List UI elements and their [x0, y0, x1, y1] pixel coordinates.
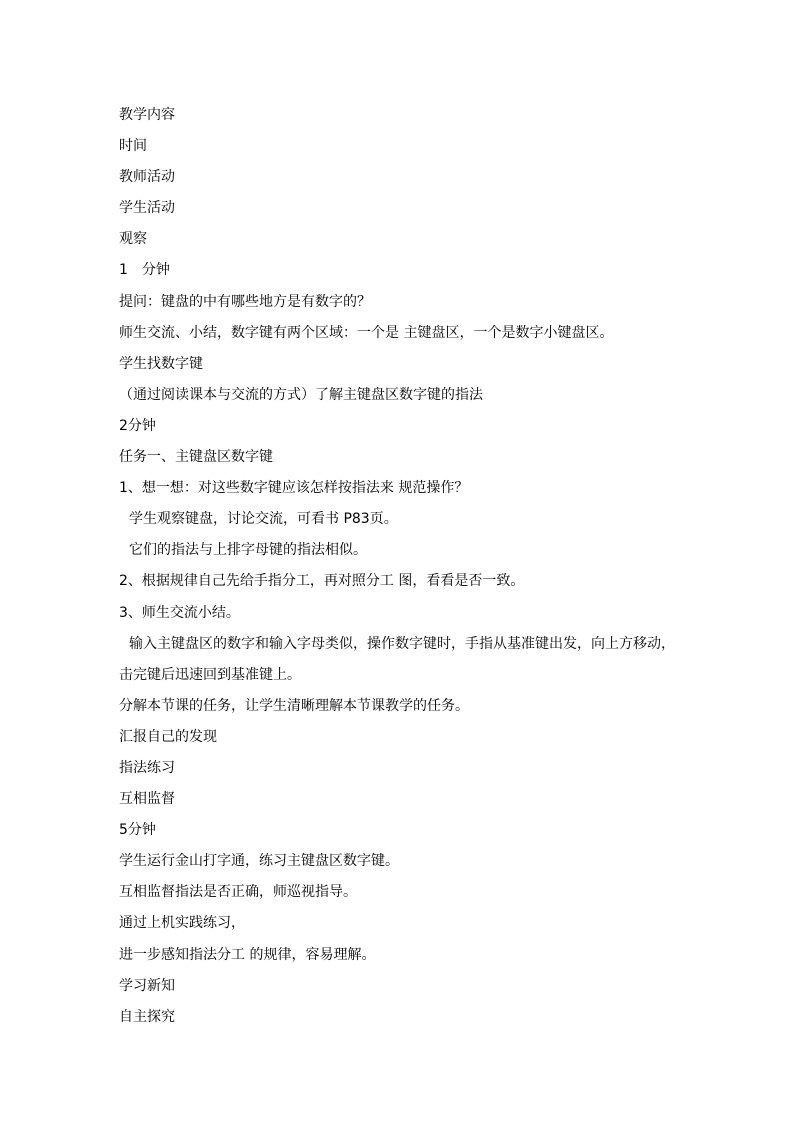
text-line: 3、师生交流小结。 — [119, 604, 240, 621]
text-line: 教师活动 — [119, 169, 175, 186]
text-line: 教学内容 — [119, 107, 175, 123]
text-line: 击完键后迅速回到基准键上。 — [119, 666, 301, 683]
text-line: 2分钟 — [119, 417, 156, 434]
text-line: 指法练习 — [119, 759, 175, 776]
document-body — [119, 100, 679, 1033]
text-line: 学生找数字键 — [119, 355, 203, 372]
text-line: 输入主键盘区的数字和输入字母类似，操作数字键时，手指从基准键出发，向上方移动， — [129, 635, 675, 652]
text-line: 互相监督指法是否正确，师巡视指导。 — [119, 884, 357, 901]
text-line: 学生观察键盘，讨论交流，可看书 P83页。 — [129, 511, 398, 528]
text-line: 任务一、主键盘区数字键 — [119, 449, 273, 466]
text-line: 学生运行金山打字通，练习主键盘区数字键。 — [119, 853, 399, 870]
text-line: 1、想一想：对这些数字键应该怎样按指法来 规范操作？ — [119, 480, 469, 497]
text-line: 时间 — [119, 138, 147, 155]
text-line: 师生交流、小结，数字键有两个区域：一个是 主键盘区，一个是数字小键盘区。 — [119, 324, 614, 341]
text-line: 1 分钟 — [119, 262, 170, 279]
text-line: 分解本节课的任务，让学生清晰理解本节课教学的任务。 — [119, 697, 469, 714]
text-line: 互相监督 — [119, 791, 175, 808]
text-line: 5分钟 — [119, 822, 156, 839]
text-line: 进一步感知指法分工 的规律，容易理解。 — [119, 946, 376, 963]
text-line: 它们的指法与上排字母键的指法相似。 — [129, 542, 367, 559]
text-line: 提问：键盘的中有哪些地方是有数字的？ — [119, 293, 371, 310]
text-line: 通过上机实践练习， — [119, 915, 245, 932]
text-line: 自主探究 — [119, 1008, 175, 1025]
text-line: 2、根据规律自己先给手指分工，再对照分工 图，看看是否一致。 — [119, 573, 525, 590]
text-line: 汇报自己的发现 — [119, 728, 217, 745]
text-line: 观察 — [119, 231, 147, 248]
text-line: （通过阅读课本与交流的方式）了解主键盘区数字键的指法 — [119, 386, 483, 403]
text-line: 学生活动 — [119, 200, 175, 217]
text-line: 学习新知 — [119, 977, 175, 994]
